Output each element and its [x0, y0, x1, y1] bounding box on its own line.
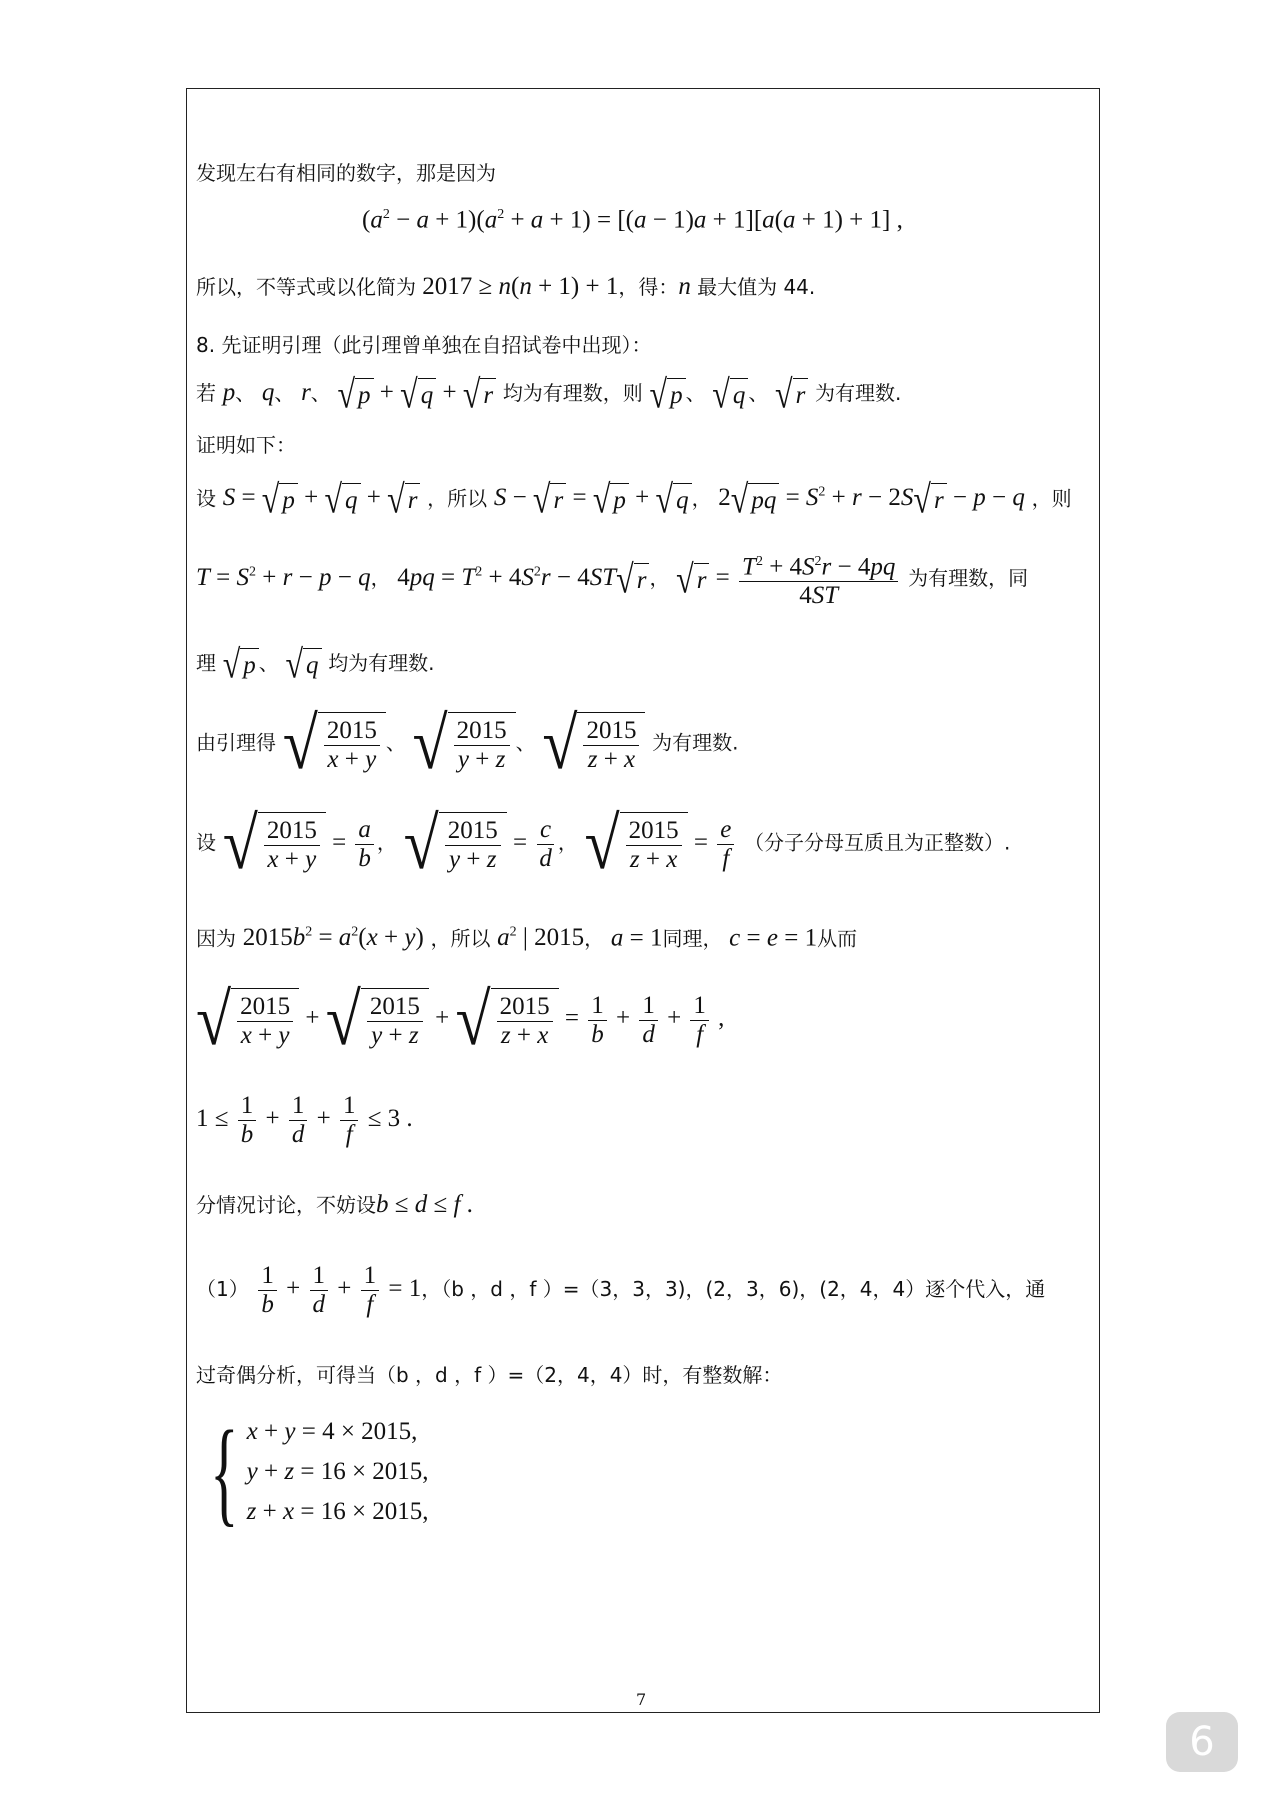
page-badge: 6: [1166, 1712, 1238, 1772]
page-number: 7: [636, 1690, 647, 1709]
equation-sum: √ $\frac{2015}{x + y}$ + √ $\frac{2015}{y + z}$ + √ $\frac{2015}{z + x}$ = $\frac{1}{b}$ + $\frac{1}{d}$ + $\frac{1}{f}$ ,: [196, 978, 725, 1061]
text-line: 若 p、 q、 r、 √ p + √ q + √ r 均为有理数，则 √ p 、 √ q 、 √ r 为有理数.: [196, 371, 902, 417]
equation-identity: $(a^2 - a + 1)(a^2 + a + 1) = [(a - 1)a + 1][a(a + 1) + 1]$ ,: [362, 206, 903, 234]
text-line: 分情况讨论，不妨设b ≤ d ≤ f .: [196, 1191, 473, 1218]
text-line: 设 S = √ p + √ q + √ r ，所以 S − √ r = √ p + √ q ， 2 √ pq = $S^2 + r - 2S$ √ r − p − q ，则: [196, 476, 1072, 522]
text-line: 所以，不等式或以化简为 2017 ≥ n(n + 1) + 1，得：n 最大值为 44.: [196, 273, 816, 300]
text-line: 由引理得 √ $\frac{2015}{x + y}$ 、 √ $\frac{2015}{y + z}$ 、 √ $\frac{2015}{z + x}$ 为有理数.: [196, 702, 739, 785]
text-line: 因为 $2015b^2 = a^2(x + y)$ ，所以 $a^2$ | 2015， a = 1同理， c = e = 1从而: [196, 924, 858, 952]
text-line: $T = S^2 + r - p - q$， $4pq = T^2 + 4S^2r - 4ST$ √ r ， √ r = $\frac{T^2 + 4S^2r - 4pq}{4ST}$ 为有理数，同: [196, 548, 1028, 610]
text-line: （1） $\frac{1}{b}$ + $\frac{1}{d}$ + $\frac{1}{f}$ = 1，（b ，d ，f ）=（3，3，3)，(2，3，6)，(2，4，4）逐个代入，通: [196, 1262, 1046, 1318]
equation-inequality: 1 ≤ $\frac{1}{b}$ + $\frac{1}{d}$ + $\frac{1}{f}$ ≤ 3 .: [196, 1092, 413, 1148]
text-line: 8. 先证明引理（此引理曾单独在自招试卷中出现）：: [196, 333, 652, 357]
text-line: 发现左右有相同的数字，那是因为: [196, 161, 496, 185]
text-line: 理 √ p 、 √ q 均为有理数.: [196, 641, 435, 687]
equation-system: { x + y = 4 × 2015, y + z = 16 × 2015, z + x = 16 × 2015,: [210, 1406, 429, 1537]
text-line: 过奇偶分析，可得当（b ，d ，f ）=（2，4，4）时，有整数解：: [196, 1363, 783, 1387]
text-line: 设 √ $\frac{2015}{x + y}$ = $\frac{a}{b}$ ， √ $\frac{2015}{y + z}$ = $\frac{c}{d}$ ， √ $\frac{2015}{z + x}$ = $\frac{e}{f}$ （分子分母互质且为正整数）.: [196, 802, 1011, 885]
text-line: 证明如下：: [196, 433, 296, 457]
